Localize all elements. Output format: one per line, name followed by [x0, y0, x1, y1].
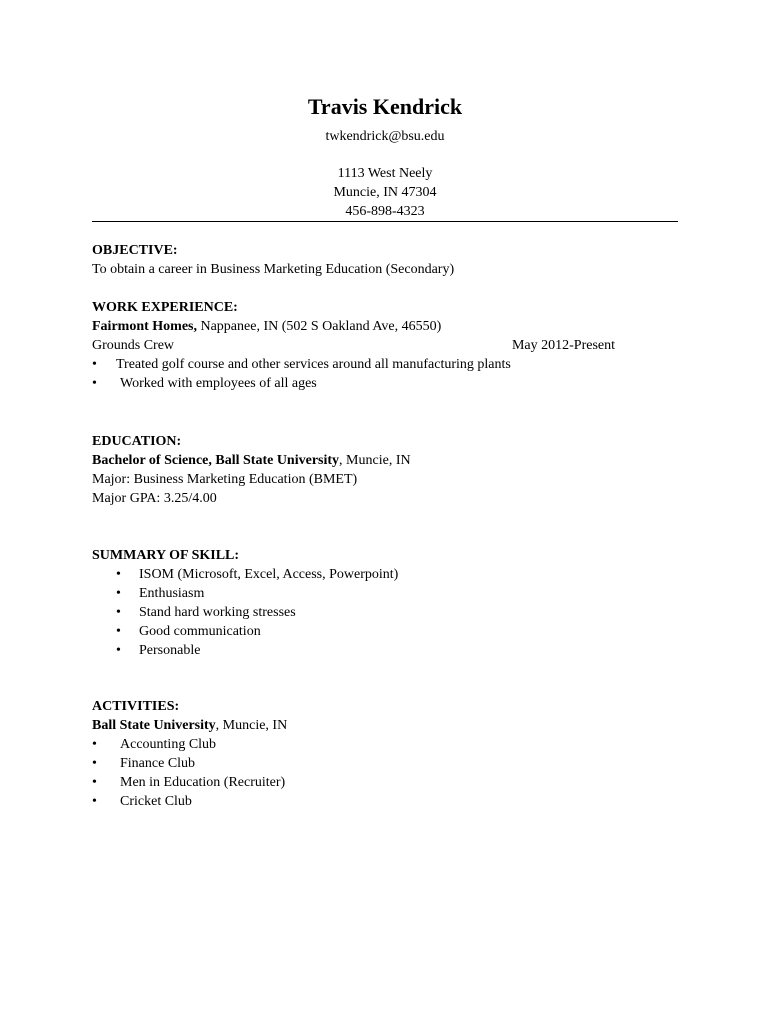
activities-org-line [92, 716, 678, 735]
address-city: Muncie, IN 47304 [333, 185, 437, 200]
resume-page [92, 0, 678, 1024]
bullet-icon: • [92, 376, 97, 391]
list-item: • Good communication [116, 624, 261, 639]
skills-list [92, 565, 678, 660]
work-employer: Fairmont Homes, [92, 319, 197, 334]
education-degree: Bachelor of Science, Ball State University [92, 453, 340, 468]
objective-heading: OBJECTIVE: [92, 243, 178, 258]
bullet-icon: • [92, 775, 97, 790]
work-employer-line [92, 317, 678, 336]
skills-heading: SUMMARY OF SKILL: [92, 548, 240, 563]
activities-location: , Muncie, IN [215, 718, 288, 733]
bullet-icon: • [116, 643, 121, 658]
work-position-line [92, 336, 678, 355]
applicant-address [92, 164, 678, 221]
list-item: • Treated golf course and other services around all manufacturing plants [92, 357, 511, 372]
applicant-name: Travis Kendrick [307, 94, 463, 119]
skills-section [92, 546, 678, 660]
bullet-icon: • [116, 605, 121, 620]
work-bullets [92, 355, 678, 393]
activities-heading: ACTIVITIES: [92, 699, 180, 714]
work-experience-section [92, 298, 678, 393]
bullet-icon: • [92, 737, 97, 752]
activities-list [92, 735, 678, 811]
work-position: Grounds Crew [92, 338, 175, 353]
education-heading: EDUCATION: [92, 434, 182, 449]
education-gpa: Major GPA: 3.25/4.00 [92, 491, 217, 506]
bullet-icon: • [92, 756, 97, 771]
list-item: • Accounting Club [92, 737, 217, 752]
bullet-icon: • [92, 794, 97, 809]
address-street: 1113 West Neely [337, 166, 433, 181]
list-item: • Men in Education (Recruiter) [92, 775, 286, 790]
work-location: Nappanee, IN (502 S Oakland Ave, 46550) [196, 319, 442, 334]
activities-org: Ball State University [92, 718, 216, 733]
bullet-icon: • [116, 624, 121, 639]
list-item: • Worked with employees of all ages [92, 376, 317, 391]
bullet-icon: • [116, 586, 121, 601]
bullet-icon: • [116, 567, 121, 582]
work-dates: May 2012-Present [511, 338, 615, 353]
objective-section [92, 241, 678, 279]
list-item: • Finance Club [92, 756, 196, 771]
education-location: , Muncie, IN [339, 453, 411, 468]
activities-section [92, 697, 678, 811]
list-item: • Stand hard working stresses [116, 605, 296, 620]
bullet-icon: • [92, 357, 97, 372]
list-item: • Personable [116, 643, 201, 658]
list-item: • Enthusiasm [116, 586, 205, 601]
applicant-email: twkendrick@bsu.edu [325, 129, 445, 144]
list-item: • ISOM (Microsoft, Excel, Access, Powerpoint) [116, 567, 399, 582]
objective-text: To obtain a career in Business Marketing Education (Secondary) [92, 262, 455, 277]
list-item: • Cricket Club [92, 794, 192, 809]
education-section [92, 432, 678, 508]
education-degree-line [92, 451, 678, 470]
address-phone: 456-898-4323 [345, 204, 425, 219]
education-major: Major: Business Marketing Education (BMET) [92, 472, 358, 487]
work-heading: WORK EXPERIENCE: [92, 300, 238, 315]
header-divider [92, 221, 678, 222]
